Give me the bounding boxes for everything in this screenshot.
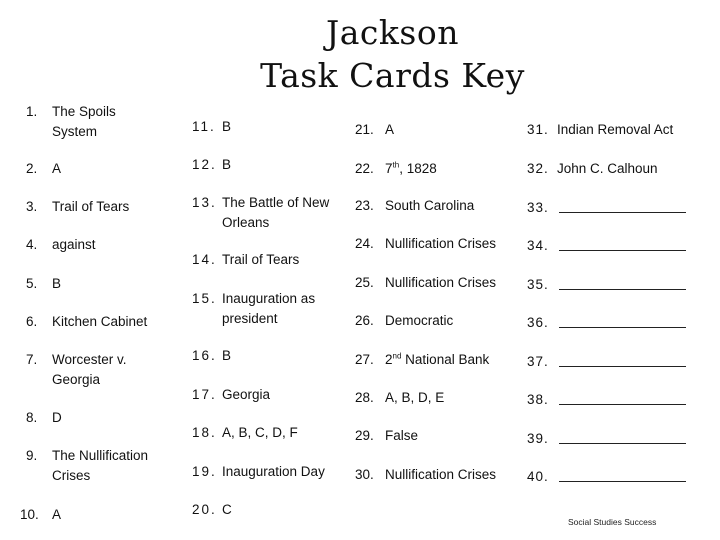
answer-item-17 bbox=[192, 385, 270, 405]
ordinal-suffix: nd bbox=[392, 351, 402, 361]
answer-number: 8. bbox=[26, 410, 38, 425]
answer-number: 5. bbox=[26, 276, 38, 291]
answer-text: B bbox=[222, 119, 232, 134]
answer-number: 25. bbox=[355, 275, 374, 290]
answer-number: 19. bbox=[192, 464, 217, 479]
answer-text: B bbox=[222, 348, 232, 363]
answer-text: Trail of Tears bbox=[222, 252, 300, 267]
answer-item-33 bbox=[527, 198, 686, 218]
answer-item-5 bbox=[26, 274, 61, 294]
answer-item-25 bbox=[355, 273, 496, 293]
answer-text: Georgia bbox=[222, 387, 271, 402]
answer-item-30 bbox=[355, 465, 496, 485]
answer-text: Kitchen Cabinet bbox=[52, 314, 148, 329]
answer-text: A bbox=[385, 122, 395, 137]
answer-item-13 bbox=[192, 193, 347, 233]
answer-number: 40. bbox=[527, 469, 549, 484]
answer-item-19 bbox=[192, 462, 325, 482]
answer-item-4 bbox=[26, 235, 96, 255]
answer-text: Nullification Crises bbox=[385, 467, 497, 482]
answer-number: 38. bbox=[527, 392, 549, 407]
answer-text: Nullification Crises bbox=[385, 275, 497, 290]
answer-item-18 bbox=[192, 423, 298, 443]
answer-number: 28. bbox=[355, 390, 374, 405]
answer-item-9 bbox=[26, 446, 166, 486]
answer-number: 13. bbox=[192, 195, 217, 210]
answer-number: 12. bbox=[192, 157, 217, 172]
answer-blank-line bbox=[559, 429, 686, 444]
answer-text: B bbox=[222, 157, 232, 172]
answer-text: Worcester v. Georgia bbox=[52, 352, 127, 387]
answer-number: 1. bbox=[26, 104, 38, 119]
answer-text: The Nullification Crises bbox=[52, 448, 149, 483]
answer-blank-line bbox=[559, 198, 686, 213]
answer-text: Democratic bbox=[385, 313, 454, 328]
answer-text: A bbox=[52, 161, 62, 176]
answer-item-12 bbox=[192, 155, 231, 175]
answer-text: False bbox=[385, 428, 419, 443]
answer-item-38 bbox=[527, 390, 686, 410]
answer-number: 21. bbox=[355, 122, 374, 137]
answer-item-22 bbox=[355, 159, 437, 179]
answer-number: 3. bbox=[26, 199, 38, 214]
answer-item-26 bbox=[355, 311, 453, 331]
answer-item-16 bbox=[192, 346, 231, 366]
answer-item-6 bbox=[26, 312, 147, 332]
answer-text bbox=[385, 350, 489, 370]
answer-item-34 bbox=[527, 236, 686, 256]
answer-text: Indian Removal Act bbox=[557, 122, 674, 137]
answer-item-24 bbox=[355, 234, 496, 254]
answer-number: 2. bbox=[26, 161, 38, 176]
answer-text: John C. Calhoun bbox=[557, 161, 658, 176]
answer-text bbox=[385, 159, 437, 179]
answer-item-7 bbox=[26, 350, 156, 390]
answer-number: 9. bbox=[26, 448, 38, 463]
answer-text-part: 7 bbox=[385, 161, 393, 176]
answer-item-15 bbox=[192, 289, 337, 329]
answer-text: The Battle of New Orleans bbox=[222, 195, 330, 230]
answer-number: 14. bbox=[192, 252, 217, 267]
answer-number: 15. bbox=[192, 291, 217, 306]
answer-item-10 bbox=[20, 505, 61, 525]
answer-number: 16. bbox=[192, 348, 217, 363]
answer-text: South Carolina bbox=[385, 198, 475, 213]
answer-blank-line bbox=[559, 467, 686, 482]
answer-text: A, B, D, E bbox=[385, 390, 445, 405]
answer-item-1 bbox=[26, 102, 156, 142]
answer-item-11 bbox=[192, 117, 231, 137]
answer-number: 6. bbox=[26, 314, 38, 329]
answer-number: 18. bbox=[192, 425, 217, 440]
footer-credit: Social Studies Success bbox=[568, 517, 657, 527]
answer-number: 32. bbox=[527, 161, 549, 176]
answer-number: 36. bbox=[527, 315, 549, 330]
answer-blank-line bbox=[559, 390, 686, 405]
answer-item-29 bbox=[355, 426, 418, 446]
answer-blank-line bbox=[559, 236, 686, 251]
answer-number: 24. bbox=[355, 236, 374, 251]
answer-number: 34. bbox=[527, 238, 549, 253]
answer-item-35 bbox=[527, 275, 686, 295]
answer-item-32 bbox=[527, 159, 658, 179]
answer-item-21 bbox=[355, 120, 394, 140]
answer-number: 33. bbox=[527, 200, 549, 215]
page-title-line2: Task Cards Key bbox=[260, 56, 525, 95]
answer-text: D bbox=[52, 410, 62, 425]
answer-number: 11. bbox=[192, 119, 216, 134]
answer-number: 35. bbox=[527, 277, 549, 292]
answer-text: A, B, C, D, F bbox=[222, 425, 298, 440]
answer-item-20 bbox=[192, 500, 232, 520]
answer-number: 20. bbox=[192, 502, 217, 517]
answer-number: 22. bbox=[355, 161, 374, 176]
page-title-line1: Jackson bbox=[326, 13, 459, 52]
answer-number: 29. bbox=[355, 428, 374, 443]
answer-number: 23. bbox=[355, 198, 374, 213]
answer-item-3 bbox=[26, 197, 129, 217]
answer-number: 17. bbox=[192, 387, 217, 402]
answer-item-31 bbox=[527, 120, 673, 140]
answer-item-36 bbox=[527, 313, 686, 333]
answer-number: 7. bbox=[26, 352, 38, 367]
answer-blank-line bbox=[559, 275, 686, 290]
answer-number: 31. bbox=[527, 122, 549, 137]
answer-text-part: 2 bbox=[385, 352, 393, 367]
answer-item-37 bbox=[527, 352, 686, 372]
answer-text-part: National Bank bbox=[401, 352, 490, 367]
answer-text: Inauguration as president bbox=[222, 291, 316, 326]
answer-item-39 bbox=[527, 429, 686, 449]
answer-item-2 bbox=[26, 159, 61, 179]
answer-number: 39. bbox=[527, 431, 549, 446]
answer-item-23 bbox=[355, 196, 474, 216]
ordinal-suffix: th bbox=[392, 160, 400, 170]
answer-text: C bbox=[222, 502, 232, 517]
answer-text: The Spoils System bbox=[52, 104, 116, 139]
answer-blank-line bbox=[559, 313, 686, 328]
answer-text: Inauguration Day bbox=[222, 464, 325, 479]
answer-item-40 bbox=[527, 467, 686, 487]
answer-number: 26. bbox=[355, 313, 374, 328]
answer-number: 30. bbox=[355, 467, 374, 482]
answer-text: A bbox=[52, 507, 62, 522]
answer-text: B bbox=[52, 276, 62, 291]
answer-text: Nullification Crises bbox=[385, 236, 497, 251]
answer-number: 27. bbox=[355, 352, 374, 367]
answer-item-28 bbox=[355, 388, 444, 408]
answer-number: 10. bbox=[20, 507, 39, 522]
answer-text: Trail of Tears bbox=[52, 199, 130, 214]
answer-item-8 bbox=[26, 408, 62, 428]
answer-item-14 bbox=[192, 250, 299, 270]
answer-blank-line bbox=[559, 352, 686, 367]
answer-number: 37. bbox=[527, 354, 549, 369]
answer-text: against bbox=[52, 237, 96, 252]
answer-text-part: , 1828 bbox=[399, 161, 437, 176]
answer-number: 4. bbox=[26, 237, 38, 252]
answer-item-27 bbox=[355, 350, 489, 370]
